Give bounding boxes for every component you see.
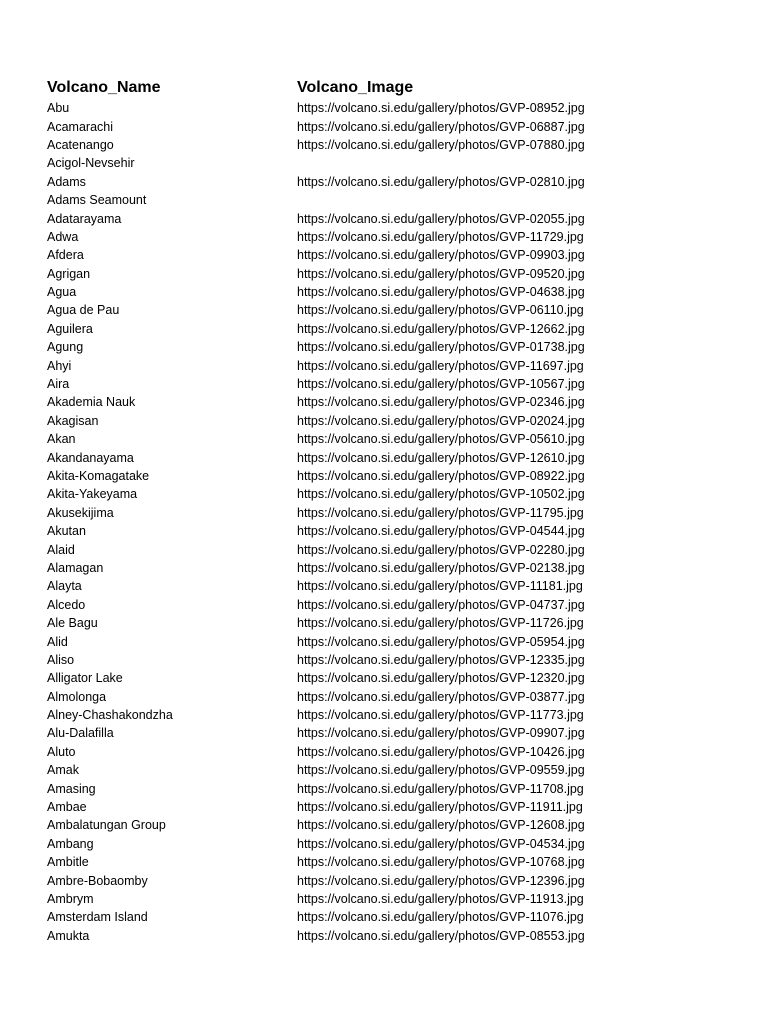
volcano-name-cell: Akutan [47, 524, 86, 539]
table-row [47, 467, 727, 485]
table-body [47, 99, 727, 945]
table-row [47, 430, 727, 448]
table-row [47, 743, 727, 761]
volcano-name-cell: Akandanayama [47, 450, 134, 465]
volcano-image-url-cell: https://volcano.si.edu/gallery/photos/GVP-04737.jpg [297, 597, 585, 612]
volcano-name-cell: Akademia Nauk [47, 395, 136, 410]
table-row [47, 596, 727, 614]
table-row [47, 320, 727, 338]
volcano-name-cell: Akita-Yakeyama [47, 487, 138, 502]
table-row [47, 283, 727, 301]
volcano-image-url-cell: https://volcano.si.edu/gallery/photos/GVP-11076.jpg [297, 910, 584, 925]
table-row [47, 209, 727, 227]
table-row [47, 651, 727, 669]
volcano-image-url-cell: https://volcano.si.edu/gallery/photos/GVP-11708.jpg [297, 781, 584, 796]
volcano-name-cell: Adwa [47, 229, 79, 244]
volcano-name-cell: Acatenango [47, 137, 114, 152]
volcano-image-url-cell: https://volcano.si.edu/gallery/photos/GVP-02138.jpg [297, 560, 585, 575]
volcano-name-cell: Agrigan [47, 266, 91, 281]
column-header-volcano-image: Volcano_Image [297, 79, 414, 96]
volcano-image-url-cell: https://volcano.si.edu/gallery/photos/GVP-04544.jpg [297, 524, 585, 539]
volcano-name-cell: Alid [47, 634, 68, 649]
volcano-name-cell: Agung [47, 340, 84, 355]
volcano-image-url-cell: https://volcano.si.edu/gallery/photos/GVP-09903.jpg [297, 248, 585, 263]
volcano-name-cell: Aira [47, 377, 70, 392]
table-row [47, 761, 727, 779]
volcano-image-url-cell: https://volcano.si.edu/gallery/photos/GVP-04638.jpg [297, 285, 585, 300]
volcano-name-cell: Ambrym [47, 891, 94, 906]
volcano-name-cell: Akita-Komagatake [47, 469, 150, 483]
volcano-name-cell: Aliso [47, 652, 75, 667]
table-row [47, 356, 727, 374]
volcano-name-cell: Ambang [47, 836, 94, 851]
volcano-image-url-cell: https://volcano.si.edu/gallery/photos/GVP-06110.jpg [297, 303, 584, 318]
volcano-image-url-cell: https://volcano.si.edu/gallery/photos/GVP-04534.jpg [297, 836, 585, 851]
table-row [47, 99, 727, 117]
volcano-name-cell: Alligator Lake [47, 671, 123, 686]
table-row [47, 871, 727, 889]
table-header-row [47, 76, 727, 98]
volcano-image-url-cell: https://volcano.si.edu/gallery/photos/GVP-11697.jpg [297, 358, 584, 373]
table-row [47, 908, 727, 926]
volcano-image-url-cell: https://volcano.si.edu/gallery/photos/GVP-12396.jpg [297, 873, 585, 888]
volcano-image-url-cell: https://volcano.si.edu/gallery/photos/GVP-08952.jpg [297, 101, 585, 116]
volcano-image-url-cell: https://volcano.si.edu/gallery/photos/GVP-12335.jpg [297, 652, 585, 667]
volcano-image-url-cell: https://volcano.si.edu/gallery/photos/GVP-10567.jpg [297, 377, 585, 392]
volcano-name-cell: Agua de Pau [47, 303, 120, 318]
volcano-name-cell: Alaid [47, 542, 75, 557]
table-row [47, 669, 727, 687]
table-row [47, 504, 727, 522]
table-row [47, 522, 727, 540]
volcano-image-url-cell: https://volcano.si.edu/gallery/photos/GVP-02024.jpg [297, 413, 585, 428]
volcano-name-cell: Ale Bagu [47, 616, 98, 631]
volcano-image-url-cell: https://volcano.si.edu/gallery/photos/GVP-09559.jpg [297, 763, 585, 778]
volcano-image-url-cell: https://volcano.si.edu/gallery/photos/GVP-11181.jpg [297, 579, 583, 594]
table-row [47, 375, 727, 393]
table-row [47, 265, 727, 283]
table-row [47, 835, 727, 853]
volcano-image-url-cell: https://volcano.si.edu/gallery/photos/GVP-12610.jpg [297, 450, 585, 465]
volcano-image-url-cell: https://volcano.si.edu/gallery/photos/GVP-10426.jpg [297, 744, 585, 759]
volcano-name-cell: Adams Seamount [47, 193, 147, 208]
volcano-image-url-cell: https://volcano.si.edu/gallery/photos/GVP-02810.jpg [297, 174, 585, 189]
table-row [47, 448, 727, 466]
volcano-name-cell: Alayta [47, 579, 82, 594]
volcano-name-cell: Akan [47, 432, 76, 447]
volcano-image-url-cell: https://volcano.si.edu/gallery/photos/GVP-05954.jpg [297, 634, 585, 649]
table-row [47, 338, 727, 356]
volcano-name-cell: Acigol-Nevsehir [47, 156, 135, 171]
volcano-image-url-cell: https://volcano.si.edu/gallery/photos/GVP-02280.jpg [297, 542, 585, 557]
table-row [47, 136, 727, 154]
volcano-name-cell: Ambre-Bobaomby [47, 873, 148, 888]
table-row [47, 393, 727, 411]
volcano-name-cell: Aguilera [47, 321, 93, 336]
volcano-image-url-cell: https://volcano.si.edu/gallery/photos/GVP-12662.jpg [297, 321, 585, 336]
volcano-image-url-cell: https://volcano.si.edu/gallery/photos/GVP-09907.jpg [297, 726, 585, 741]
volcano-image-url-cell: https://volcano.si.edu/gallery/photos/GVP-05610.jpg [297, 432, 585, 447]
volcano-name-cell: Amak [47, 763, 79, 778]
volcano-name-cell: Amukta [47, 928, 90, 943]
table-row [47, 191, 727, 209]
table-row [47, 246, 727, 264]
volcano-image-url-cell: https://volcano.si.edu/gallery/photos/GVP-11795.jpg [297, 505, 584, 520]
table-row [47, 632, 727, 650]
volcano-name-cell: Alu-Dalafilla [47, 726, 114, 741]
volcano-image-url-cell: https://volcano.si.edu/gallery/photos/GVP-10768.jpg [297, 855, 585, 870]
volcano-name-cell: Akusekijima [47, 505, 114, 520]
table-row [47, 614, 727, 632]
volcano-name-cell: Acamarachi [47, 119, 113, 134]
volcano-name-cell: Amsterdam Island [47, 910, 148, 925]
volcano-image-url-cell: https://volcano.si.edu/gallery/photos/GVP-10502.jpg [297, 487, 585, 502]
volcano-image-url-cell: https://volcano.si.edu/gallery/photos/GVP-11773.jpg [297, 708, 584, 723]
table-row [47, 540, 727, 558]
volcano-name-cell: Adatarayama [47, 211, 122, 226]
volcano-name-cell: Ambae [47, 800, 87, 815]
volcano-image-url-cell: https://volcano.si.edu/gallery/photos/GVP-09520.jpg [297, 266, 585, 281]
volcano-name-cell: Adams [47, 174, 86, 189]
volcano-image-url-cell: https://volcano.si.edu/gallery/photos/GVP-11726.jpg [297, 616, 584, 631]
table-row [47, 706, 727, 724]
volcano-image-url-cell: https://volcano.si.edu/gallery/photos/GVP-11913.jpg [297, 891, 584, 906]
volcano-name-cell: Akagisan [47, 413, 99, 428]
volcano-image-url-cell: https://volcano.si.edu/gallery/photos/GVP-02346.jpg [297, 395, 585, 410]
volcano-image-url-cell: https://volcano.si.edu/gallery/photos/GVP-01738.jpg [297, 340, 585, 355]
table-row [47, 724, 727, 742]
table-row [47, 927, 727, 945]
volcano-name-cell: Amasing [47, 781, 96, 796]
volcano-image-url-cell: https://volcano.si.edu/gallery/photos/GVP-02055.jpg [297, 211, 585, 226]
table-row [47, 890, 727, 908]
volcano-image-url-cell: https://volcano.si.edu/gallery/photos/GVP-06887.jpg [297, 119, 585, 134]
volcano-image-url-cell: https://volcano.si.edu/gallery/photos/GVP-08922.jpg [297, 469, 585, 483]
table-row [47, 173, 727, 191]
volcano-image-url-cell: https://volcano.si.edu/gallery/photos/GVP-11911.jpg [297, 800, 583, 815]
volcano-name-cell: Aluto [47, 744, 76, 759]
volcano-name-cell: Agua [47, 285, 77, 300]
volcano-image-url-cell: https://volcano.si.edu/gallery/photos/GVP-07880.jpg [297, 137, 585, 152]
volcano-name-cell: Ambalatungan Group [47, 818, 166, 833]
table-row [47, 301, 727, 319]
table-row [47, 688, 727, 706]
volcano-name-cell: Ahyi [47, 358, 72, 373]
table-row [47, 485, 727, 503]
volcano-image-url-cell: https://volcano.si.edu/gallery/photos/GVP-12320.jpg [297, 671, 585, 686]
table-row [47, 816, 727, 834]
volcano-name-cell: Abu [47, 101, 70, 116]
table-row [47, 798, 727, 816]
volcano-image-url-cell: https://volcano.si.edu/gallery/photos/GVP-08553.jpg [297, 928, 585, 943]
volcano-table [47, 76, 727, 945]
column-header-volcano-name: Volcano_Name [47, 79, 161, 96]
table-row [47, 412, 727, 430]
volcano-name-cell: Alney-Chashakondzha [47, 708, 173, 723]
volcano-name-cell: Ambitle [47, 855, 89, 870]
volcano-image-url-cell: https://volcano.si.edu/gallery/photos/GVP-11729.jpg [297, 229, 584, 244]
table-row [47, 779, 727, 797]
volcano-name-cell: Almolonga [47, 689, 107, 704]
table-row [47, 228, 727, 246]
volcano-image-url-cell: https://volcano.si.edu/gallery/photos/GVP-12608.jpg [297, 818, 585, 833]
table-row [47, 853, 727, 871]
volcano-name-cell: Alcedo [47, 597, 86, 612]
volcano-name-cell: Alamagan [47, 560, 104, 575]
table-row [47, 117, 727, 135]
volcano-image-url-cell: https://volcano.si.edu/gallery/photos/GVP-03877.jpg [297, 689, 585, 704]
volcano-name-cell: Afdera [47, 248, 84, 263]
table-row [47, 154, 727, 172]
table-row [47, 577, 727, 595]
table-row [47, 559, 727, 577]
